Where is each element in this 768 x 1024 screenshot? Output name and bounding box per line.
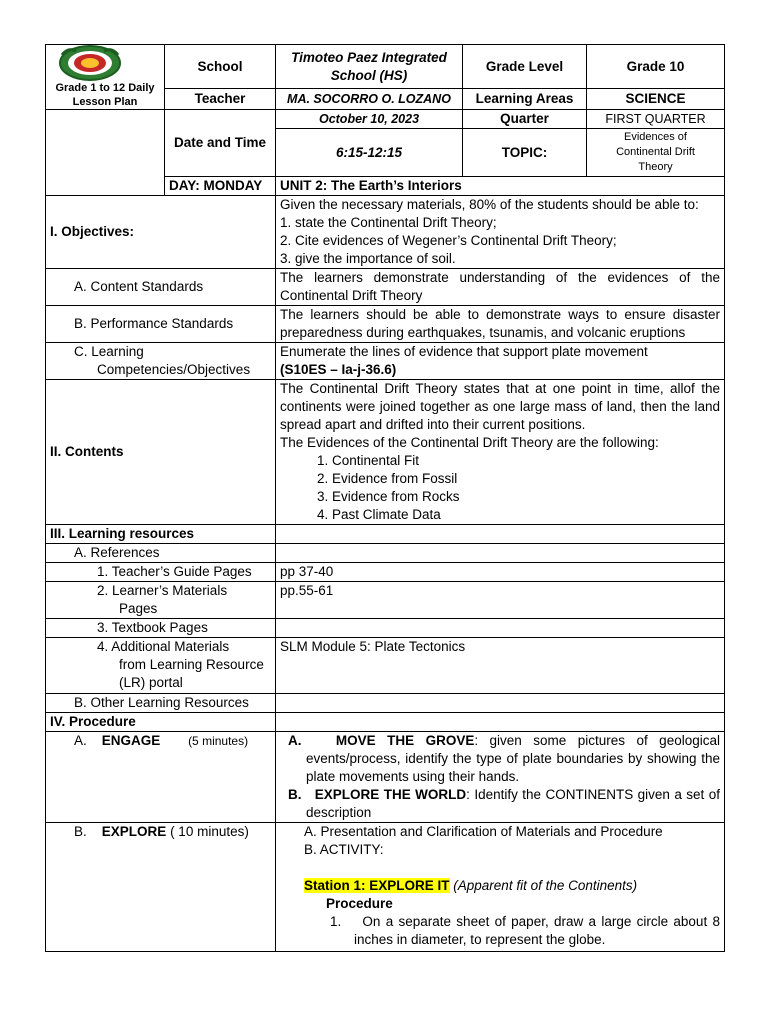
blank-cell [276,713,725,732]
station-heading [304,877,720,895]
content-standards-label: A. Content Standards [46,269,276,306]
teacher-label: Teacher [165,89,276,110]
resources-label: III. Learning resources [46,525,276,544]
dlp-title-cell [46,45,165,110]
procedure-label: IV. Procedure [46,713,276,732]
station-title: Station 1: EXPLORE IT [304,878,450,893]
additional-materials-line: 4. Additional Materials [97,639,230,654]
engage-time: (5 minutes) [188,734,249,748]
blank-cell [46,110,165,196]
engage-prefix: A. [74,733,87,748]
objectives-line: 2. Cite evidences of Wegener’s Continental Drift Theory; [280,233,617,248]
learning-areas-value: SCIENCE [587,89,725,110]
evidence-item: 2. Evidence from Fossil [332,470,720,488]
procedure-heading: Procedure [326,896,393,911]
engage-label: ENGAGE [101,733,161,748]
engage-item-b [284,786,720,822]
explore-label: EXPLORE [101,824,167,839]
procedure-step-text: On a separate sheet of paper, draw a large circle about 8 inches in diameter, to represent the globe. [354,914,720,947]
procedure-step-1 [304,913,720,949]
objectives-line: 3. give the importance of soil. [280,251,456,266]
lesson-plan-table [45,44,725,952]
topic-value: Evidences of Continental Drift Theory [587,129,725,177]
engage-item-b-mark: B. [288,787,302,802]
additional-materials-line: (LR) portal [119,675,183,690]
objectives-line: Given the necessary materials, 80% of the students should be able to: [280,197,699,212]
additional-materials-label [46,638,276,694]
evidence-item: 1. Continental Fit [332,452,720,470]
contents-paragraph: The Continental Drift Theory states that at one point in time, allof the continents were joined together as one large mass of land, then the land spread apart and drifted into their current positions. [280,381,720,432]
date-time-label: Date and Time [165,110,276,177]
contents-paragraph: The Evidences of the Continental Drift Theory are the following: [280,435,659,450]
objectives-line: 1. state the Continental Drift Theory; [280,215,497,230]
explore-item-a: A. Presentation and Clarification of Materials and Procedure [304,824,663,839]
engage-item-a-mark: A. [288,733,302,748]
learners-materials-line: Pages [119,601,158,616]
explore-time: ( 10 minutes) [170,824,249,839]
procedure-step-number: 1. [330,914,342,929]
dlp-title: Grade 1 to 12 Daily Lesson Plan [55,82,155,108]
unit-value: UNIT 2: The Earth’s Interiors [276,177,725,196]
competencies-code: (S10ES – Ia-j-36.6) [280,362,397,377]
school-label: School [165,45,276,89]
time-value: 6:15-12:15 [276,129,463,177]
content-standards-text: The learners demonstrate understanding of the evidences of the Continental Drift Theory [276,269,725,306]
station-subtitle: (Apparent fit of the Continents) [453,878,638,893]
textbook-pages-label: 3. Textbook Pages [46,619,276,638]
objectives-label: I. Objectives: [46,196,276,269]
explore-item-b: B. ACTIVITY: [304,842,384,857]
evidence-item: 4. Past Climate Data [332,506,720,524]
topic-label: TOPIC: [463,129,587,177]
learning-areas-label: Learning Areas [463,89,587,110]
learners-materials-line: 2. Learner’s Materials [97,583,228,598]
teachers-guide-value: pp 37-40 [276,563,725,582]
performance-standards-label: B. Performance Standards [46,306,276,343]
day-value: DAY: MONDAY [165,177,276,196]
additional-materials-value: SLM Module 5: Plate Tectonics [276,638,725,694]
engage-item-a-text: : given some pictures of geological events/process, identify the type of plate boundaries by showing the plate movements using their hands. [306,733,720,784]
blank-cell [276,544,725,563]
evidence-item: 3. Evidence from Rocks [332,488,720,506]
competencies-label [46,343,276,380]
objectives-text [276,196,725,269]
grade-level-value: Grade 10 [587,45,725,89]
engage-item-b-title: EXPLORE THE WORLD [314,787,467,802]
learners-materials-label [46,582,276,619]
blank-cell [276,694,725,713]
grade-level-label: Grade Level [463,45,587,89]
engage-item-a-title: MOVE THE GROVE [335,733,475,748]
blank-cell [276,619,725,638]
competencies-text-line: Enumerate the lines of evidence that support plate movement [280,344,648,359]
quarter-value: FIRST QUARTER [587,110,725,129]
teacher-value: MA. SOCORRO O. LOZANO [276,89,463,110]
references-label: A. References [46,544,276,563]
teachers-guide-label: 1. Teacher’s Guide Pages [46,563,276,582]
learners-materials-value: pp.55-61 [276,582,725,619]
engage-item-a [284,732,720,786]
explore-prefix: B. [74,824,87,839]
additional-materials-line: from Learning Resource [119,657,264,672]
blank-cell [276,525,725,544]
engage-label-cell [46,732,276,823]
engage-item-b-text: : Identify the CONTINENTS given a set of description [306,787,720,820]
contents-text [276,380,725,525]
other-resources-label: B. Other Learning Resources [46,694,276,713]
quarter-label: Quarter [463,110,587,129]
school-value: Timoteo Paez Integrated School (HS) [276,45,463,89]
competencies-text [276,343,725,380]
evidence-list [280,452,720,524]
explore-content [276,823,725,952]
date-value: October 10, 2023 [276,110,463,129]
engage-content [276,732,725,823]
competencies-label-line: C. Learning [74,344,144,359]
explore-label-cell [46,823,276,952]
performance-standards-text: The learners should be able to demonstrate ways to ensure disaster preparedness during earthquakes, tsunamis, and volcanic eruptions [276,306,725,343]
contents-label: II. Contents [46,380,276,525]
competencies-label-line: Competencies/Objectives [97,362,251,377]
